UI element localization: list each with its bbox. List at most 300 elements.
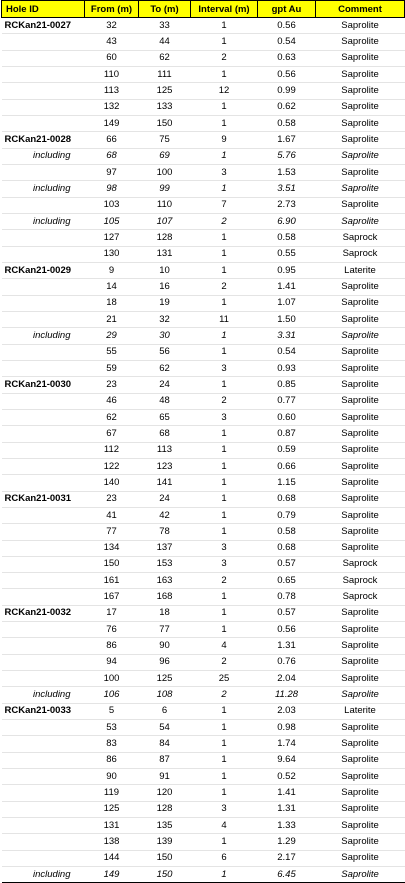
cell-interval: 7 xyxy=(191,197,258,213)
cell-gpt-au: 0.57 xyxy=(258,605,316,621)
cell-hole-id xyxy=(2,573,85,589)
cell-comment: Saprolite xyxy=(316,50,405,66)
table-row xyxy=(2,442,405,458)
cell-from: 112 xyxy=(85,442,139,458)
cell-comment: Saprolite xyxy=(316,605,405,621)
cell-hole-id xyxy=(2,426,85,442)
cell-from: 149 xyxy=(85,115,139,131)
cell-hole-id xyxy=(2,850,85,866)
cell-hole-id xyxy=(2,769,85,785)
cell-interval: 2 xyxy=(191,393,258,409)
cell-gpt-au: 0.58 xyxy=(258,230,316,246)
cell-to: 123 xyxy=(139,458,191,474)
cell-from: 46 xyxy=(85,393,139,409)
cell-from: 77 xyxy=(85,524,139,540)
cell-interval: 3 xyxy=(191,540,258,556)
header-interval: Interval (m) xyxy=(191,1,258,18)
cell-interval: 1 xyxy=(191,34,258,50)
cell-hole-id xyxy=(2,475,85,491)
cell-gpt-au: 0.98 xyxy=(258,720,316,736)
cell-gpt-au: 2.03 xyxy=(258,703,316,719)
cell-to: 69 xyxy=(139,148,191,164)
cell-interval: 1 xyxy=(191,344,258,360)
cell-to: 110 xyxy=(139,197,191,213)
cell-from: 161 xyxy=(85,573,139,589)
cell-interval: 1 xyxy=(191,230,258,246)
cell-interval: 2 xyxy=(191,654,258,670)
cell-from: 41 xyxy=(85,507,139,523)
cell-hole-id xyxy=(2,99,85,115)
cell-gpt-au: 0.66 xyxy=(258,458,316,474)
cell-gpt-au: 11.28 xyxy=(258,687,316,703)
cell-interval: 1 xyxy=(191,834,258,850)
cell-interval: 1 xyxy=(191,66,258,82)
cell-comment: Saprolite xyxy=(316,360,405,376)
cell-from: 125 xyxy=(85,801,139,817)
cell-from: 106 xyxy=(85,687,139,703)
table-row xyxy=(2,66,405,82)
cell-from: 140 xyxy=(85,475,139,491)
cell-from: 90 xyxy=(85,769,139,785)
table-row xyxy=(2,491,405,507)
cell-to: 62 xyxy=(139,360,191,376)
cell-from: 86 xyxy=(85,638,139,654)
cell-to: 33 xyxy=(139,18,191,34)
cell-comment: Saprolite xyxy=(316,524,405,540)
cell-comment: Saprolite xyxy=(316,785,405,801)
cell-comment: Saprolite xyxy=(316,409,405,425)
cell-gpt-au: 0.68 xyxy=(258,540,316,556)
cell-to: 91 xyxy=(139,769,191,785)
cell-comment: Saprolite xyxy=(316,164,405,180)
cell-hole-id: including xyxy=(2,687,85,703)
cell-gpt-au: 1.31 xyxy=(258,801,316,817)
cell-comment: Saprolite xyxy=(316,491,405,507)
cell-to: 30 xyxy=(139,328,191,344)
cell-to: 44 xyxy=(139,34,191,50)
cell-from: 131 xyxy=(85,818,139,834)
cell-comment: Saprolite xyxy=(316,328,405,344)
cell-gpt-au: 1.67 xyxy=(258,132,316,148)
cell-to: 128 xyxy=(139,801,191,817)
cell-gpt-au: 1.29 xyxy=(258,834,316,850)
cell-interval: 1 xyxy=(191,377,258,393)
cell-to: 84 xyxy=(139,736,191,752)
table-row xyxy=(2,671,405,687)
cell-from: 119 xyxy=(85,785,139,801)
cell-to: 150 xyxy=(139,115,191,131)
cell-hole-id xyxy=(2,442,85,458)
cell-interval: 2 xyxy=(191,213,258,229)
cell-from: 59 xyxy=(85,360,139,376)
cell-interval: 1 xyxy=(191,426,258,442)
header-hole-id: Hole ID xyxy=(2,1,85,18)
cell-hole-id xyxy=(2,115,85,131)
table-row xyxy=(2,328,405,344)
cell-from: 66 xyxy=(85,132,139,148)
cell-interval: 25 xyxy=(191,671,258,687)
cell-to: 77 xyxy=(139,622,191,638)
cell-comment: Laterite xyxy=(316,703,405,719)
table-row xyxy=(2,115,405,131)
cell-comment: Saprolite xyxy=(316,442,405,458)
cell-to: 87 xyxy=(139,752,191,768)
cell-to: 6 xyxy=(139,703,191,719)
cell-to: 163 xyxy=(139,573,191,589)
cell-comment: Saprolite xyxy=(316,197,405,213)
cell-interval: 9 xyxy=(191,132,258,148)
cell-interval: 1 xyxy=(191,867,258,883)
cell-from: 94 xyxy=(85,654,139,670)
header-gpt-au: gpt Au xyxy=(258,1,316,18)
cell-hole-id xyxy=(2,66,85,82)
cell-comment: Saprock xyxy=(316,246,405,262)
cell-from: 43 xyxy=(85,34,139,50)
cell-to: 42 xyxy=(139,507,191,523)
cell-comment: Saprolite xyxy=(316,377,405,393)
cell-hole-id xyxy=(2,801,85,817)
cell-gpt-au: 0.87 xyxy=(258,426,316,442)
cell-to: 113 xyxy=(139,442,191,458)
cell-from: 55 xyxy=(85,344,139,360)
table-row xyxy=(2,393,405,409)
cell-gpt-au: 0.52 xyxy=(258,769,316,785)
cell-gpt-au: 1.07 xyxy=(258,295,316,311)
cell-comment: Saprolite xyxy=(316,279,405,295)
cell-hole-id: RCKan21-0033 xyxy=(2,703,85,719)
cell-comment: Saprolite xyxy=(316,99,405,115)
cell-hole-id xyxy=(2,246,85,262)
cell-interval: 1 xyxy=(191,99,258,115)
cell-comment: Saprolite xyxy=(316,426,405,442)
cell-comment: Saprolite xyxy=(316,752,405,768)
cell-to: 56 xyxy=(139,344,191,360)
cell-to: 133 xyxy=(139,99,191,115)
cell-gpt-au: 2.17 xyxy=(258,850,316,866)
cell-to: 24 xyxy=(139,491,191,507)
cell-comment: Saprolite xyxy=(316,622,405,638)
table-row xyxy=(2,99,405,115)
cell-to: 137 xyxy=(139,540,191,556)
cell-to: 150 xyxy=(139,850,191,866)
cell-hole-id xyxy=(2,507,85,523)
cell-to: 75 xyxy=(139,132,191,148)
header-comment: Comment xyxy=(316,1,405,18)
cell-interval: 1 xyxy=(191,752,258,768)
cell-from: 14 xyxy=(85,279,139,295)
cell-from: 98 xyxy=(85,181,139,197)
cell-from: 76 xyxy=(85,622,139,638)
table-row xyxy=(2,295,405,311)
cell-gpt-au: 1.41 xyxy=(258,785,316,801)
table-row xyxy=(2,556,405,572)
cell-gpt-au: 3.31 xyxy=(258,328,316,344)
cell-comment: Saprolite xyxy=(316,638,405,654)
table-row xyxy=(2,605,405,621)
cell-gpt-au: 0.56 xyxy=(258,66,316,82)
table-row xyxy=(2,181,405,197)
cell-interval: 2 xyxy=(191,573,258,589)
table-row xyxy=(2,524,405,540)
cell-comment: Saprolite xyxy=(316,66,405,82)
cell-to: 135 xyxy=(139,818,191,834)
table-row xyxy=(2,703,405,719)
cell-gpt-au: 0.54 xyxy=(258,344,316,360)
cell-interval: 1 xyxy=(191,785,258,801)
cell-comment: Saprolite xyxy=(316,132,405,148)
cell-comment: Saprolite xyxy=(316,736,405,752)
cell-hole-id: RCKan21-0031 xyxy=(2,491,85,507)
cell-from: 149 xyxy=(85,867,139,883)
cell-gpt-au: 0.60 xyxy=(258,409,316,425)
cell-to: 54 xyxy=(139,720,191,736)
cell-from: 127 xyxy=(85,230,139,246)
cell-comment: Saprolite xyxy=(316,867,405,883)
cell-interval: 4 xyxy=(191,818,258,834)
table-row xyxy=(2,360,405,376)
cell-from: 150 xyxy=(85,556,139,572)
cell-to: 78 xyxy=(139,524,191,540)
cell-interval: 1 xyxy=(191,736,258,752)
cell-gpt-au: 0.54 xyxy=(258,34,316,50)
cell-comment: Saprolite xyxy=(316,213,405,229)
cell-from: 103 xyxy=(85,197,139,213)
cell-interval: 1 xyxy=(191,491,258,507)
table-row xyxy=(2,752,405,768)
cell-from: 110 xyxy=(85,66,139,82)
cell-hole-id xyxy=(2,360,85,376)
table-row xyxy=(2,213,405,229)
table-row xyxy=(2,720,405,736)
cell-from: 97 xyxy=(85,164,139,180)
cell-from: 130 xyxy=(85,246,139,262)
cell-interval: 1 xyxy=(191,605,258,621)
cell-gpt-au: 0.57 xyxy=(258,556,316,572)
cell-comment: Saprolite xyxy=(316,458,405,474)
cell-comment: Saprolite xyxy=(316,671,405,687)
cell-hole-id xyxy=(2,785,85,801)
cell-from: 86 xyxy=(85,752,139,768)
cell-gpt-au: 1.41 xyxy=(258,279,316,295)
table-body xyxy=(2,18,405,883)
cell-gpt-au: 0.79 xyxy=(258,507,316,523)
cell-from: 83 xyxy=(85,736,139,752)
cell-hole-id xyxy=(2,279,85,295)
cell-to: 153 xyxy=(139,556,191,572)
cell-gpt-au: 1.74 xyxy=(258,736,316,752)
cell-interval: 1 xyxy=(191,115,258,131)
cell-to: 99 xyxy=(139,181,191,197)
table-header-row xyxy=(2,1,405,18)
cell-hole-id: including xyxy=(2,148,85,164)
table-row xyxy=(2,34,405,50)
table-row xyxy=(2,475,405,491)
cell-to: 16 xyxy=(139,279,191,295)
table-row xyxy=(2,344,405,360)
table-row xyxy=(2,50,405,66)
cell-hole-id xyxy=(2,736,85,752)
cell-comment: Saprolite xyxy=(316,115,405,131)
cell-gpt-au: 1.15 xyxy=(258,475,316,491)
cell-interval: 1 xyxy=(191,703,258,719)
cell-from: 60 xyxy=(85,50,139,66)
cell-interval: 3 xyxy=(191,556,258,572)
table-row xyxy=(2,197,405,213)
table-row xyxy=(2,867,405,883)
cell-gpt-au: 0.76 xyxy=(258,654,316,670)
cell-hole-id xyxy=(2,311,85,327)
cell-gpt-au: 6.90 xyxy=(258,213,316,229)
cell-hole-id: RCKan21-0027 xyxy=(2,18,85,34)
cell-interval: 1 xyxy=(191,524,258,540)
table-row xyxy=(2,311,405,327)
cell-gpt-au: 0.55 xyxy=(258,246,316,262)
cell-gpt-au: 0.95 xyxy=(258,262,316,278)
cell-interval: 1 xyxy=(191,246,258,262)
cell-comment: Saprolite xyxy=(316,654,405,670)
assay-results-table-container xyxy=(1,0,404,883)
cell-hole-id: including xyxy=(2,328,85,344)
cell-gpt-au: 1.53 xyxy=(258,164,316,180)
cell-from: 144 xyxy=(85,850,139,866)
cell-hole-id xyxy=(2,393,85,409)
table-row xyxy=(2,622,405,638)
cell-gpt-au: 2.73 xyxy=(258,197,316,213)
cell-from: 23 xyxy=(85,491,139,507)
cell-gpt-au: 0.56 xyxy=(258,622,316,638)
cell-gpt-au: 0.65 xyxy=(258,573,316,589)
cell-to: 125 xyxy=(139,83,191,99)
table-row xyxy=(2,769,405,785)
cell-hole-id xyxy=(2,164,85,180)
cell-to: 10 xyxy=(139,262,191,278)
assay-results-table xyxy=(1,0,405,883)
cell-hole-id xyxy=(2,524,85,540)
cell-interval: 1 xyxy=(191,148,258,164)
cell-from: 18 xyxy=(85,295,139,311)
cell-gpt-au: 2.04 xyxy=(258,671,316,687)
cell-comment: Saprolite xyxy=(316,801,405,817)
cell-hole-id: including xyxy=(2,213,85,229)
cell-from: 167 xyxy=(85,589,139,605)
cell-to: 65 xyxy=(139,409,191,425)
cell-comment: Saprolite xyxy=(316,720,405,736)
cell-interval: 1 xyxy=(191,507,258,523)
cell-from: 134 xyxy=(85,540,139,556)
cell-hole-id: including xyxy=(2,181,85,197)
cell-comment: Saprolite xyxy=(316,83,405,99)
table-row xyxy=(2,426,405,442)
cell-comment: Saprolite xyxy=(316,769,405,785)
cell-hole-id xyxy=(2,83,85,99)
cell-hole-id: RCKan21-0029 xyxy=(2,262,85,278)
cell-gpt-au: 0.78 xyxy=(258,589,316,605)
cell-hole-id xyxy=(2,654,85,670)
table-row xyxy=(2,377,405,393)
cell-interval: 3 xyxy=(191,409,258,425)
cell-comment: Saprolite xyxy=(316,18,405,34)
table-row xyxy=(2,458,405,474)
cell-interval: 1 xyxy=(191,295,258,311)
cell-comment: Saprolite xyxy=(316,540,405,556)
table-row xyxy=(2,230,405,246)
cell-comment: Saprolite xyxy=(316,148,405,164)
cell-gpt-au: 0.63 xyxy=(258,50,316,66)
table-row xyxy=(2,736,405,752)
cell-interval: 2 xyxy=(191,687,258,703)
cell-to: 107 xyxy=(139,213,191,229)
table-row xyxy=(2,132,405,148)
cell-hole-id xyxy=(2,834,85,850)
cell-to: 111 xyxy=(139,66,191,82)
cell-interval: 1 xyxy=(191,622,258,638)
table-row xyxy=(2,164,405,180)
cell-to: 125 xyxy=(139,671,191,687)
table-row xyxy=(2,507,405,523)
cell-comment: Saprolite xyxy=(316,687,405,703)
cell-gpt-au: 5.76 xyxy=(258,148,316,164)
cell-gpt-au: 0.62 xyxy=(258,99,316,115)
cell-comment: Saprolite xyxy=(316,818,405,834)
cell-to: 19 xyxy=(139,295,191,311)
table-row xyxy=(2,654,405,670)
cell-from: 53 xyxy=(85,720,139,736)
cell-from: 17 xyxy=(85,605,139,621)
table-row xyxy=(2,83,405,99)
cell-from: 5 xyxy=(85,703,139,719)
cell-hole-id xyxy=(2,622,85,638)
cell-from: 138 xyxy=(85,834,139,850)
cell-interval: 2 xyxy=(191,50,258,66)
cell-hole-id xyxy=(2,409,85,425)
cell-hole-id xyxy=(2,197,85,213)
cell-hole-id: RCKan21-0032 xyxy=(2,605,85,621)
table-row xyxy=(2,148,405,164)
table-row xyxy=(2,262,405,278)
cell-interval: 11 xyxy=(191,311,258,327)
table-row xyxy=(2,18,405,34)
cell-interval: 1 xyxy=(191,18,258,34)
cell-from: 29 xyxy=(85,328,139,344)
cell-interval: 1 xyxy=(191,589,258,605)
cell-interval: 6 xyxy=(191,850,258,866)
cell-hole-id xyxy=(2,34,85,50)
cell-from: 23 xyxy=(85,377,139,393)
cell-gpt-au: 0.59 xyxy=(258,442,316,458)
table-row xyxy=(2,540,405,556)
cell-to: 48 xyxy=(139,393,191,409)
cell-comment: Saprolite xyxy=(316,311,405,327)
cell-interval: 1 xyxy=(191,458,258,474)
cell-from: 67 xyxy=(85,426,139,442)
table-row xyxy=(2,834,405,850)
cell-comment: Saprock xyxy=(316,589,405,605)
cell-to: 90 xyxy=(139,638,191,654)
cell-interval: 12 xyxy=(191,83,258,99)
cell-interval: 2 xyxy=(191,279,258,295)
cell-hole-id: RCKan21-0030 xyxy=(2,377,85,393)
cell-interval: 1 xyxy=(191,769,258,785)
cell-gpt-au: 1.33 xyxy=(258,818,316,834)
cell-gpt-au: 1.50 xyxy=(258,311,316,327)
cell-to: 32 xyxy=(139,311,191,327)
cell-hole-id xyxy=(2,638,85,654)
cell-from: 132 xyxy=(85,99,139,115)
cell-comment: Saprolite xyxy=(316,34,405,50)
cell-comment: Saprolite xyxy=(316,295,405,311)
cell-interval: 3 xyxy=(191,164,258,180)
cell-hole-id xyxy=(2,295,85,311)
